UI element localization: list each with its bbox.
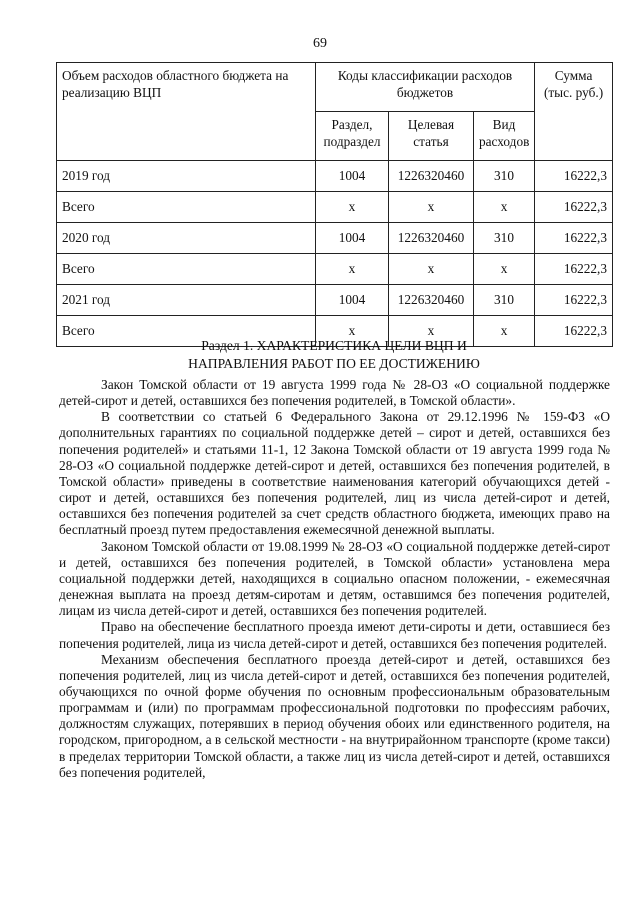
row-section: 1004 (316, 161, 389, 192)
section-heading-line-2: НАПРАВЛЕНИЯ РАБОТ ПО ЕЕ ДОСТИЖЕНИЮ (188, 356, 480, 371)
table-row (57, 254, 613, 285)
section-heading (56, 337, 612, 373)
row-section: x (316, 254, 389, 285)
table-row (57, 192, 613, 223)
row-type: 310 (474, 223, 535, 254)
row-article: x (389, 254, 474, 285)
row-type: x (474, 254, 535, 285)
row-label: Всего (57, 192, 316, 223)
table-header-row (57, 63, 613, 112)
header-budget-volume: Объем расходов областного бюджета на реализацию ВЦП (57, 63, 316, 161)
row-type: x (474, 192, 535, 223)
header-classification-codes: Коды классификации расходов бюджетов (316, 63, 535, 112)
paragraph: В соответствии со статьей 6 Федерального Закона от 29.12.1996 № 159-ФЗ «О дополнительных гарантиях по социальной поддержке детей – сирот и детей, оставшихся без попечения родителей» и статьями 11-1, 12 Закона Томской области от 19 августа 1999 года № 28-ОЗ «О социальной поддержке детей-сирот и детей, оставшихся без попечения родителей, в Томской области» приведены в соответствие наименования категорий обучающихся детей - сирот и детей, оставшихся без попечения родителей, лиц из числа детей-сирот и детей, оставшихся без попечения родителей за счет средств областного бюджета, имеющих право на бесплатный проезд путем предоставления ежемесячной денежной выплаты. (59, 409, 610, 538)
table-row (57, 285, 613, 316)
row-sum: 16222,3 (535, 161, 613, 192)
row-article: 1226320460 (389, 161, 474, 192)
row-section: x (316, 192, 389, 223)
row-article: x (389, 192, 474, 223)
paragraph: Право на обеспечение бесплатного проезда имеют дети-сироты и дети, оставшиеся без попечения родителей, лица из числа детей-сирот и детей, оставшихся без попечения родителей. (59, 619, 610, 651)
row-article: 1226320460 (389, 285, 474, 316)
row-type: 310 (474, 161, 535, 192)
row-label: Всего (57, 316, 316, 347)
body-text (59, 377, 610, 781)
budget-table (56, 62, 613, 347)
row-type: x (474, 316, 535, 347)
row-label: 2021 год (57, 285, 316, 316)
row-section: 1004 (316, 285, 389, 316)
row-label: Всего (57, 254, 316, 285)
row-section: 1004 (316, 223, 389, 254)
row-article: x (389, 316, 474, 347)
header-sum: Сумма (тыс. руб.) (535, 63, 613, 161)
row-sum: 16222,3 (535, 316, 613, 347)
table-row (57, 161, 613, 192)
header-target-article: Целевая статья (389, 112, 474, 161)
row-sum: 16222,3 (535, 192, 613, 223)
page-number: 69 (313, 36, 327, 51)
section-heading-line-1: Раздел 1. ХАРАКТЕРИСТИКА ЦЕЛИ ВЦП И (201, 338, 467, 353)
paragraph: Закон Томской области от 19 августа 1999 года № 28-ОЗ «О социальной поддержке детей-сирот и детей, оставшихся без попечения родителей, в Томской области». (59, 377, 610, 409)
row-section: x (316, 316, 389, 347)
paragraph: Механизм обеспечения бесплатного проезда детей-сирот и детей, оставшихся без попечения родителей, лиц из числа детей-сирот и детей, оставшихся без попечения родителей, обучающихся по очной форме обучения по основным профессиональным образовательным программам и (или) по программам профессиональной подготовки по профессиям рабочих, должностям служащих, потерявших в период обучения обоих или единственного родителя, на городском, пригородном, а в сельской местности - на внутрирайонном транспорте (кроме такси) в пределах территории Томской области, а также лиц из числа детей-сирот и детей, оставшихся без попечения родителей, (59, 651, 610, 780)
row-article: 1226320460 (389, 223, 474, 254)
row-label: 2020 год (57, 223, 316, 254)
row-sum: 16222,3 (535, 254, 613, 285)
row-sum: 16222,3 (535, 285, 613, 316)
header-section: Раздел, подраздел (316, 112, 389, 161)
header-expense-type: Вид расходов (474, 112, 535, 161)
paragraph: Законом Томской области от 19.08.1999 № 28-ОЗ «О социальной поддержке детей-сирот и детей, оставшихся без попечения родителей, в Томской области» установлена мера социальной поддержки детей, находящихся в социально опасном положении, - ежемесячная денежная выплата на проезд детям-сиротам и детям, оставшимся без попечения родителей, лицам из числа детей-сирот и детей, оставшихся без попечения родителей. (59, 538, 610, 619)
table-row (57, 223, 613, 254)
row-sum: 16222,3 (535, 223, 613, 254)
row-label: 2019 год (57, 161, 316, 192)
row-type: 310 (474, 285, 535, 316)
